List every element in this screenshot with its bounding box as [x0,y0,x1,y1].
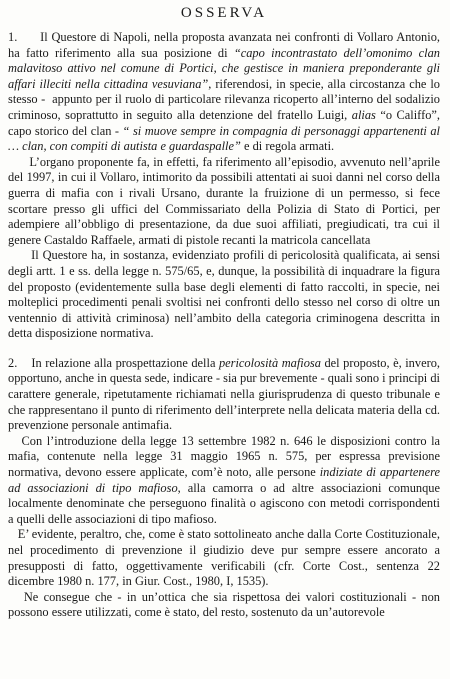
italic-text-run: “capo incontrastato dell’omonimo clan malavitoso attivo nel comune di Portici, che gestisce in maniera preponderante gli affari illeciti nella cittadina vesuviana” [8,45,444,91]
paragraph [8,527,444,589]
text-run: L’organo proponente fa, in effetti, fa riferimento all’episodio, avvenuto nell’aprile del 1997, in cui il Vollaro, intimorito da possibili attentati ai suoi danni nel corso della guerra di mafia con i rivali Ursano, durante la fruizione di un permesso, si fece scortare presso gli uffici del Commissariato della Polizia di Stato di Portici, per adempiere all’obbligo di presentazione, da due suoi affiliati, pregiudicati, tra cui il genere Castaldo Raffaele, armati di pistole recanti la matricola cancellata [8,154,444,247]
text-run: , alla camorra o ad altre associazioni comunque localmente denominate che perseguono finalità o agiscono con metodi corrispondenti a quelli delle associazioni di tipo mafioso. [8,480,444,526]
section-gap [8,342,440,356]
paragraph [8,30,444,155]
text-run: e di regola armati. [240,139,335,154]
text-run: Il Questore ha, in sostanza, evidenziato profili di pericolosità qualificata, ai sensi degli artt. 1 e ss. della legge n. 575/65, e, dunque, la possibilità di inquadrare la figura del proposto (evidentemente sulla base degli elementi di fatto raccolti, in specie, nei molteplici procedimenti penali svoltisi nei confronti dello stesso nel corso di oltre un ventennio di attività criminosa) nell’ambito della categoria criminogena descritta in detta disposizione normativa. [8,248,444,341]
text-run: Ne consegue che - in un’ottica che sia rispettosa dei valori costituzionali - non possono essere utilizzati, come è stato, del resto, sostenuto da un’autorevole [8,589,444,620]
text-run: del proposto, è, invero, opportuno, anche in questa sede, indicare - sia pur brevemente - quali sono i principi di carattere generale, ripetutamente richiamati nella giurisprudenza di questo tribunale e che rappresentano il punto di riferimento dell’interprete nella delicata materia della cd. prevenzione personale antimafia. [8,355,444,433]
paragraph [8,589,444,621]
paragraph [8,355,444,434]
italic-text-run: pericolosità mafiosa [218,355,321,370]
italic-text-run: “ si muove sempre in compagnia di personaggi appartenenti al … clan, con compiti di autista e guardaspalle” [8,123,444,154]
document-heading: OSSERVA [180,5,268,21]
paragraph [8,248,444,342]
text-run: “o Califfo”, capo storico del clan - [8,107,444,138]
text-run: E’ evidente, peraltro, che, come è stato sottolineato anche dalla Corte Costituzionale, nel procedimento di prevenzione il giudizio deve pur sempre essere ancorato a presupposti di fatto, oggettivamente verificabili (cfr. Corte Cost., sentenza 22 dicembre 1980 n. 177, in Giur. Cost., 1980, I, 1535). [8,527,444,589]
text-run: 1. Il Questore di Napoli, nella proposta avanzata nei confronti di Vollaro Antonio, ha fatto riferimento alla sua posizione di [8,30,444,60]
italic-text-run: alias [351,107,376,122]
paragraph [8,433,444,528]
text-run: Con l’introduzione della legge 13 settembre 1982 n. 646 le disposizioni contro la mafia, contenute nella legge 31 maggio 1965 n. 575, per espressa previsione normativa, devono essere applicate, com’è noto, alle persone [8,433,444,480]
document-body [8,30,444,621]
text-run: , riferendosi, in specie, alla circostanza che lo stesso - appunto per il ruolo di particolare rilevanza ricoperto all’interno del sodalizio criminoso, soprattutto in seguito alla detenzione del fratello Luigi, [8,76,444,122]
text-run: 2. In relazione alla prospettazione della [8,355,219,370]
paragraph [8,154,444,249]
italic-text-run: indiziate di appartenere ad associazioni di tipo mafioso [8,465,444,495]
